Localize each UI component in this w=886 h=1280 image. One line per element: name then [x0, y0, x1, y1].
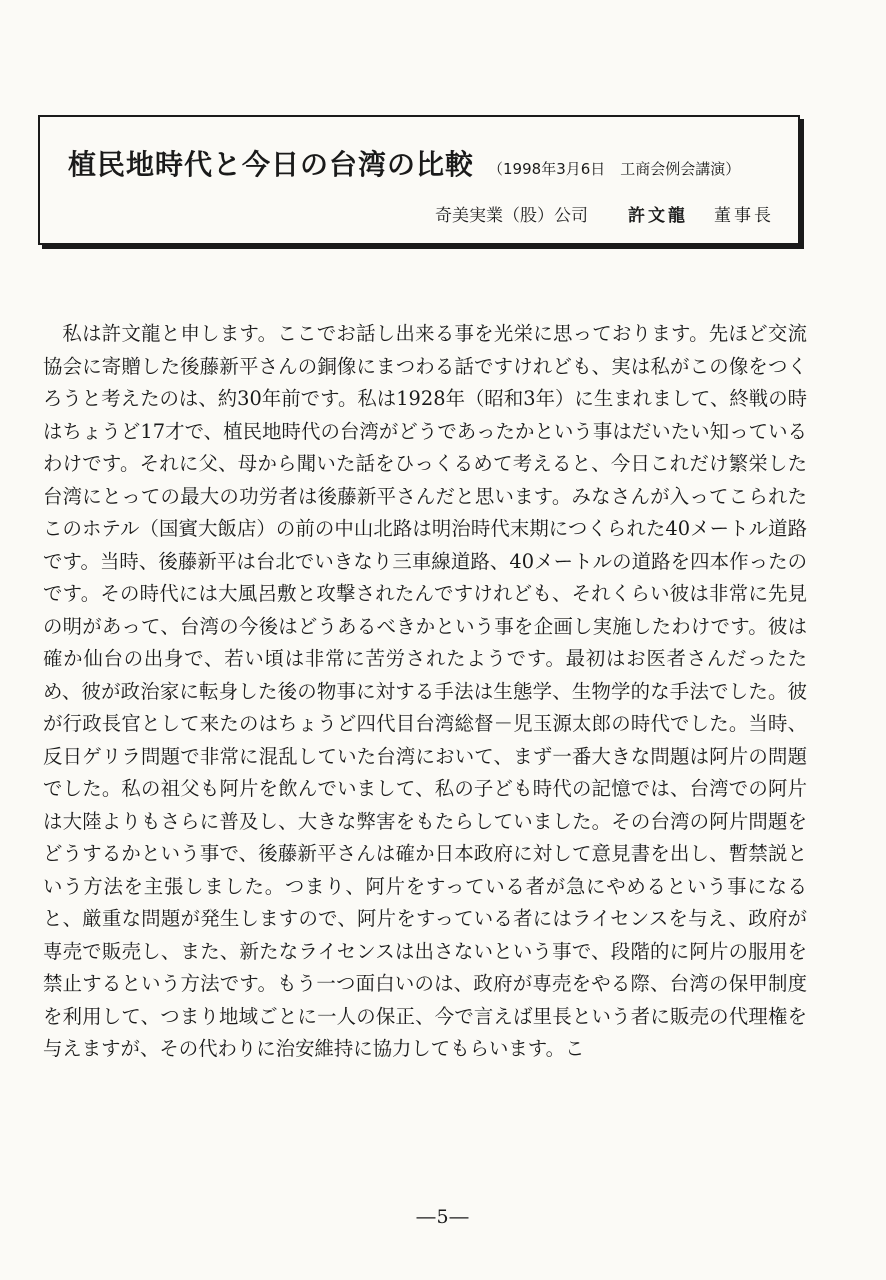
author-name: 許文龍 — [628, 206, 688, 226]
body-text — [43, 318, 807, 1066]
author-company: 奇美実業（股）公司 — [435, 206, 588, 226]
author-line — [435, 201, 774, 226]
title-box — [38, 115, 800, 245]
author-role: 董事長 — [714, 206, 774, 226]
title-line — [68, 143, 740, 183]
page-number: ―5― — [416, 1206, 470, 1228]
lecture-info: （1998年3月6日 工商会例会講演） — [488, 160, 741, 178]
body-paragraph: 私は許文龍と申します。ここでお話し出来る事を光栄に思っております。先ほど交流協会に寄贈した後藤新平さんの銅像にまつわる話ですけれども、実は私がこの像をつくろうと考えたのは、約30年前です。私は1928年（昭和3年）に生まれまして、終戦の時はちょうど17才で、植民地時代の台湾がどうであったかという事はだいたい知っているわけです。それに父、母から聞いた話をひっくるめて考えると、今日これだけ繁栄した台湾にとっての最大の功労者は後藤新平さんだと思います。みなさんが入ってこられたこのホテル（国賓大飯店）の前の中山北路は明治時代末期につくられた40メートル道路です。当時、後藤新平は台北でいきなり三車線道路、40メートルの道路を四本作ったのです。その時代には大風呂敷と攻撃されたんですけれども、それくらい彼は非常に先見の明があって、台湾の今後はどうあるべきかという事を企画し実施したわけです。彼は確か仙台の出身で、若い頃は非常に苦労されたようです。最初はお医者さんだったため、彼が政治家に転身した後の物事に対する手法は生態学、生物学的な手法でした。彼が行政長官として来たのはちょうど四代目台湾総督－児玉源太郎の時代でした。当時、反日ゲリラ問題で非常に混乱していた台湾において、まず一番大きな問題は阿片の問題でした。私の祖父も阿片を飲んでいまして、私の子ども時代の記憶では、台湾での阿片は大陸よりもさらに普及し、大きな弊害をもたらしていました。その台湾の阿片問題をどうするかという事で、後藤新平さんは確か日本政府に対して意見書を出し、暫禁説という方法を主張しました。つまり、阿片をすっている者が急にやめるという事になると、厳重な問題が発生しますので、阿片をすっている者にはライセンスを与え、政府が専売で販売し、また、新たなライセンスは出さないという事で、段階的に阿片の服用を禁止するという方法です。もう一つ面白いのは、政府が専売をやる際、台湾の保甲制度を利用して、つまり地域ごとに一人の保正、今で言えば里長という者に販売の代理権を与えますが、その代わりに治安維持に協力してもらいます。こ — [43, 322, 807, 1060]
page-title: 植民地時代と今日の台湾の比較 — [68, 148, 475, 181]
